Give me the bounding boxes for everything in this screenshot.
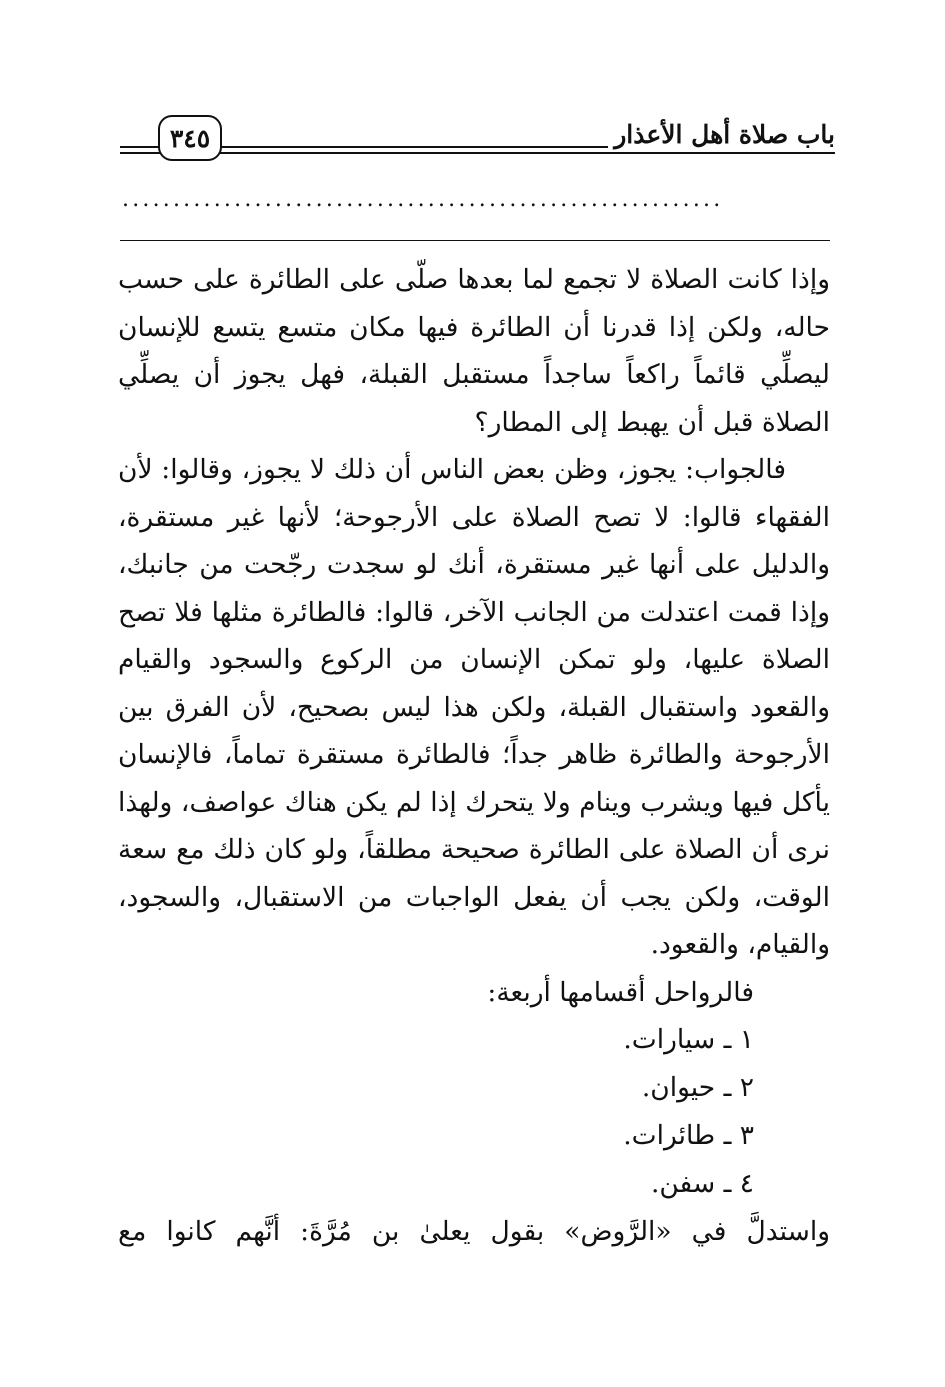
list-item: ٤ ـ سفن. <box>650 1168 754 1199</box>
header-rule-lower <box>120 152 835 154</box>
separator-rule <box>120 240 830 241</box>
list-item: ٢ ـ حيوان. <box>641 1072 754 1103</box>
final-line: واستدلَّ في «الرَّوض» بقول يعلىٰ بن مُرَّةَ: أنَّهم كانوا مع <box>118 1216 830 1247</box>
page-header <box>120 112 835 168</box>
list-intro: فالرواحل أقسامها أربعة: <box>487 976 754 1008</box>
list-item: ٣ ـ طائرات. <box>623 1120 754 1151</box>
page-number: ٣٤٥ <box>158 115 222 161</box>
body-text <box>118 256 830 1256</box>
ellipsis-line: ........................................................... <box>122 188 724 212</box>
paragraph: فالجواب: يجوز، وظن بعض الناس أن ذلك لا يجوز، وقالوا: لأن الفقهاء قالوا: لا تصح الصلاة على الأرجوحة؛ لأنها غير مستقرة، والدليل على أنها غير مستقرة، أنك لو سجدت رجّحت من جانبك، وإذا قمت اعتدلت من الجانب الآخر، قالوا: فالطائرة مثلها فلا تصح الصلاة عليها، ولو تمكن الإنسان من الركوع والسجود والقيام والقعود واستقبال القبلة، ولكن هذا ليس بصحيح، لأن الفرق بين الأرجوحة والطائرة ظاهر جداً؛ فالطائرة مستقرة تماماً، فالإنسان يأكل فيها ويشرب وينام ولا يتحرك إذا لم يكن هناك عواصف، ولهذا نرى أن الصلاة على الطائرة صحيحة مطلقاً، ولو كان ذلك مع سعة الوقت، ولكن يجب أن يفعل الواجبات من الاستقبال، والسجود، والقيام، والقعود. <box>118 454 830 960</box>
chapter-title: باب صلاة أهل الأعذار <box>608 120 835 149</box>
list-item: ١ ـ سيارات. <box>623 1024 754 1055</box>
paragraph: وإذا كانت الصلاة لا تجمع لما بعدها صلّى على الطائرة على حسب حاله، ولكن إذا قدرنا أن الطائرة فيها مكان متسع يتسع للإنسان ليصلِّي قائماً راكعاً ساجداً مستقبل القبلة، فهل يجوز أن يصلِّي الصلاة قبل أن يهبط إلى المطار؟ <box>118 264 830 438</box>
